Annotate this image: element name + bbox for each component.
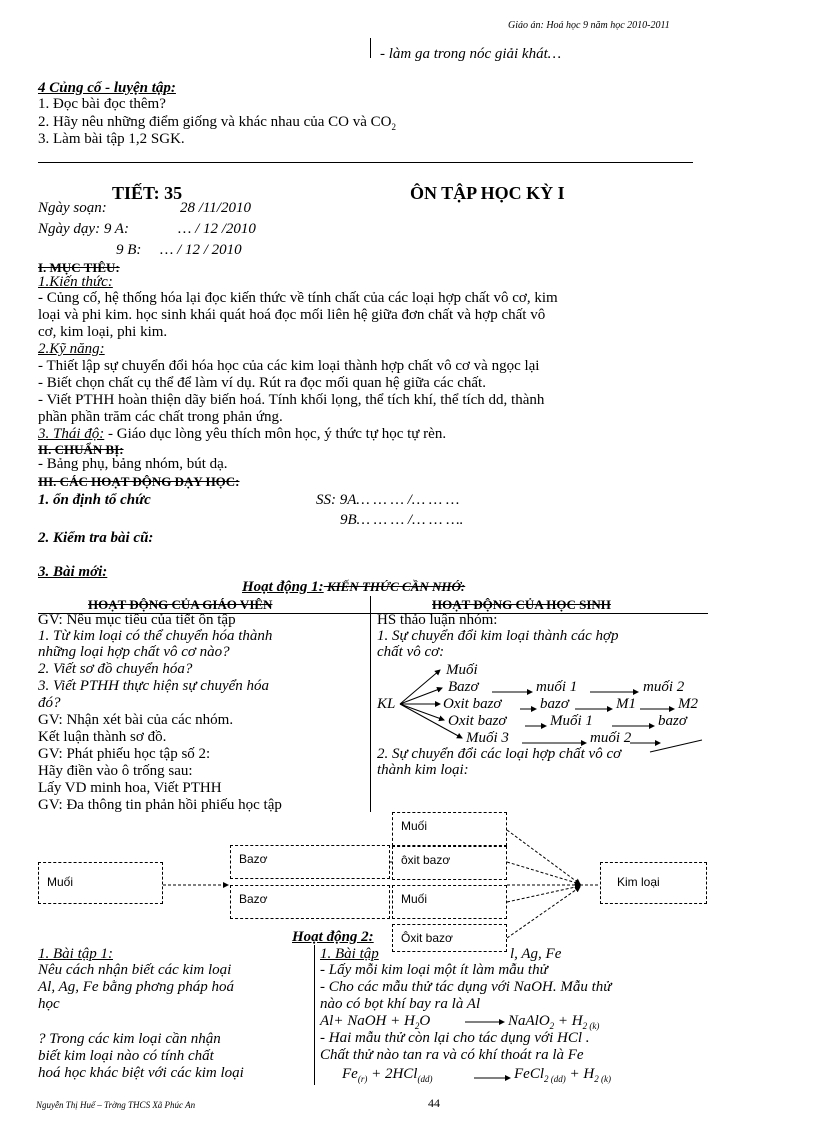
class-b-label: 9 B: [116, 242, 142, 258]
teacher-column-header: HOẠT ĐỘNG CỦA GIÁO VIÊN [88, 597, 273, 612]
teach-date-b: … / 12 / 2010 [160, 242, 242, 258]
section4-title: 4 Củng cố - luyện tập: [38, 80, 176, 96]
answer-line-2: - Cho các mẫu thử tác dụng với NaOH. Mẫu thử [320, 979, 612, 995]
exercise-1-line-1: Nêu cách nhận biết các kim loại [38, 962, 232, 978]
teacher-line-5: 3. Viết PTHH thực hiện sự chuyển hóa [38, 678, 270, 694]
scheme-kl: KL [377, 696, 396, 712]
activities-heading: III. CÁC HOẠT ĐỘNG DẠY HỌC: [38, 474, 240, 489]
scheme-muoi-3: Muối 3 [466, 730, 509, 746]
equation-2-right: FeCl$_{2 (dd)}$ + $H_{2 (k)}$ [514, 1066, 611, 1084]
answer-1-title-tail: l, Ag, Fe [510, 946, 562, 962]
exercise-1-line-3: học [38, 996, 60, 1012]
scheme-m2: M2 [678, 696, 698, 712]
teacher-line-11: Lấy VD minh hoa, Viết PTHH [38, 780, 222, 796]
scheme-muoi: Muối [446, 662, 478, 678]
scheme-muoi-2b: muối 2 [590, 730, 632, 746]
activity-1-title: Hoạt động 1: KIẾN THỨC CẦN NHỚ: [242, 579, 466, 595]
teacher-line-8: Kết luận thành sơ đồ. [38, 729, 167, 745]
preparation-heading: II. CHUẨN BỊ: [38, 442, 124, 457]
teacher-line-10: Hãy điền vào ô trống sau: [38, 763, 193, 779]
section4-item-3: 3. Làm bài tập 1,2 SGK. [38, 131, 185, 147]
lesson-number: TIẾT: 35 [112, 183, 183, 203]
teacher-line-7: GV: Nhận xét bài của các nhóm. [38, 712, 234, 728]
stabilize-class: 1. ổn định tổ chức [38, 492, 151, 508]
scheme-muoi-1: muối 1 [536, 679, 578, 695]
new-lesson: 3. Bài mới: [38, 564, 108, 580]
teacher-line-6: đó? [38, 695, 61, 711]
page-number: 44 [428, 1096, 440, 1110]
teach-date-label: Ngày dạy: 9 A: [38, 221, 129, 237]
knowledge-line-2: loại và phi kim. học sinh khái quát hoá đọc mối liên hệ giữa đơn chất và hợp chất vô [38, 307, 546, 323]
skills-line-4: phần phần trăm các chất trong phản ứng. [38, 409, 283, 425]
skills-line-3: - Viết PTHH hoàn thiện dãy biến hoá. Tính khối lọng, thể tích khí, thể tích dd, thành [38, 392, 545, 408]
attendance-9b: 9B… … … /… … …. [340, 512, 464, 528]
scheme-muoi-1b: Muối 1 [550, 713, 593, 729]
answer-line-3: nào có bọt khí bay ra là Al [320, 996, 481, 1012]
student-q1-line-1: 1. Sự chuyển đổi kim loại thành các hợp [377, 628, 619, 644]
student-column-header: HOẠT ĐỘNG CỦA HỌC SINH [432, 597, 611, 612]
exercise-1-title: 1. Bài tập 1: [38, 946, 113, 962]
scheme-bazo-2: bazơ [540, 696, 569, 712]
equation-1-right: NaAlO$_2$ + $H_{2 (k)}$ [508, 1013, 600, 1031]
teach-date-a: … / 12 /2010 [178, 221, 256, 237]
answer-line-5: Chất thử nào tan ra và có khí thoát ra là Fe [320, 1047, 584, 1063]
diagram-muoi-mid: Muối [392, 885, 507, 919]
answer-line-1: - Lấy mỗi kim loại một ít làm mẫu thử [320, 962, 548, 978]
scheme-oxit-bazo-2: Oxit bazơ [448, 713, 507, 729]
teacher-line-9: GV: Phát phiếu học tập số 2: [38, 746, 211, 762]
footer-author: Nguyễn Thị Huế – Trờng THCS Xã Phúc An [36, 1100, 196, 1110]
teacher-line-4: 2. Viết sơ đồ chuyển hóa? [38, 661, 193, 677]
preparation-text: - Bảng phụ, bảng nhóm, bút dạ. [38, 456, 228, 472]
student-q2-line-2: thành kim loại: [377, 762, 469, 778]
exercise-1-line-2: Al, Ag, Fe bằng phơng pháp hoá [38, 979, 235, 995]
carry-over-line: - làm ga trong nóc giải khát… [380, 46, 562, 62]
check-old-lesson: 2. Kiểm tra bài cũ: [38, 530, 154, 546]
skills-line-2: - Biết chọn chất cụ thể để làm ví dụ. Rút ra đọc mối quan hệ giữa các chất. [38, 375, 486, 391]
scheme-muoi-2: muối 2 [643, 679, 685, 695]
teacher-line-1: GV: Nêu mục tiêu của tiết ôn tập [38, 612, 236, 628]
diagram-oxit-mid: ôxit bazơ [392, 846, 507, 880]
header-title: Giáo án: Hoá học 9 năm học 2010-2011 [508, 20, 670, 31]
scheme-oxit-bazo-1: Oxit bazơ [443, 696, 502, 712]
diagram-kim-loai: Kim loại [600, 862, 707, 904]
answer-1-title: 1. Bài tập [320, 946, 379, 962]
section4-item-1: 1. Đọc bài đọc thêm? [38, 96, 166, 112]
lesson-title: ÔN TẬP HỌC KỲ I [410, 183, 565, 203]
knowledge-label: 1.Kiến thức: [38, 274, 113, 290]
teacher-line-12: GV: Đa thông tin phản hồi phiếu học tập [38, 797, 282, 813]
diagram-bazo-top: Bazơ [230, 845, 390, 879]
exercise-1-question-2: biết kim loại nào có tính chất [38, 1048, 214, 1064]
diagram-muoi-left: Muối [38, 862, 163, 904]
diagram-bazo-bottom: Bazơ [230, 885, 390, 919]
answer-line-4: - Hai mẫu thử còn lại cho tác dụng với HCl . [320, 1030, 590, 1046]
student-q1-line-2: chất vô cơ: [377, 644, 445, 660]
teacher-line-2: 1. Từ kim loại có thể chuyển hóa thành [38, 628, 273, 644]
skills-label: 2.Kỹ năng: [38, 341, 105, 357]
diagram-oxit-bottom: Ôxit bazơ [392, 924, 507, 952]
teacher-line-3: những loại hợp chất vô cơ nào? [38, 644, 230, 660]
prep-date-label: Ngày soạn: [38, 200, 107, 216]
student-q2-line-1: 2. Sự chuyển đổi các loại hợp chất vô cơ [377, 746, 622, 762]
exercise-1-question-1: ? Trong các kim loại cần nhận [38, 1031, 221, 1047]
activity-2-title: Hoạt động 2: [292, 929, 374, 945]
equation-1-left: Al+ NaOH + $H_2O$ [320, 1013, 431, 1031]
student-intro: HS thảo luận nhóm: [377, 612, 498, 628]
scheme-bazo: Bazơ [448, 679, 479, 695]
scheme-m1: M1 [616, 696, 636, 712]
diagram-muoi-top: Muối [392, 812, 507, 846]
attitude-line: 3. Thái độ: - Giáo dục lòng yêu thích môn học, ý thức tự học tự rèn. [38, 426, 447, 442]
exercise-1-question-3: hoá học khác biệt với các kim loại [38, 1065, 244, 1081]
skills-line-1: - Thiết lập sự chuyển đổi hóa học của các kim loại thành hợp chất vô cơ và ngọc lại [38, 358, 540, 374]
knowledge-line-1: - Củng cố, hệ thống hóa lại đọc kiến thức về tính chất của các loại hợp chất vô cơ, kim [38, 290, 558, 306]
section4-item-2: 2. Hãy nêu những điểm giống và khác nhau của CO và $CO_2$ [38, 114, 396, 132]
scheme-bazo-3: bazơ [658, 713, 687, 729]
prep-date-value: 28 /11/2010 [180, 200, 251, 216]
equation-2-left: $Fe_{(r)} + 2HCl_{(dd)}$ [342, 1066, 433, 1084]
attitude-label: 3. Thái độ: [38, 426, 105, 442]
objectives-heading: I. MỤC TIÊU: [38, 260, 120, 275]
attendance-9a: SS: 9A… … … /… … … [316, 492, 460, 508]
knowledge-line-3: cơ, kim loại, phi kim. [38, 324, 168, 340]
